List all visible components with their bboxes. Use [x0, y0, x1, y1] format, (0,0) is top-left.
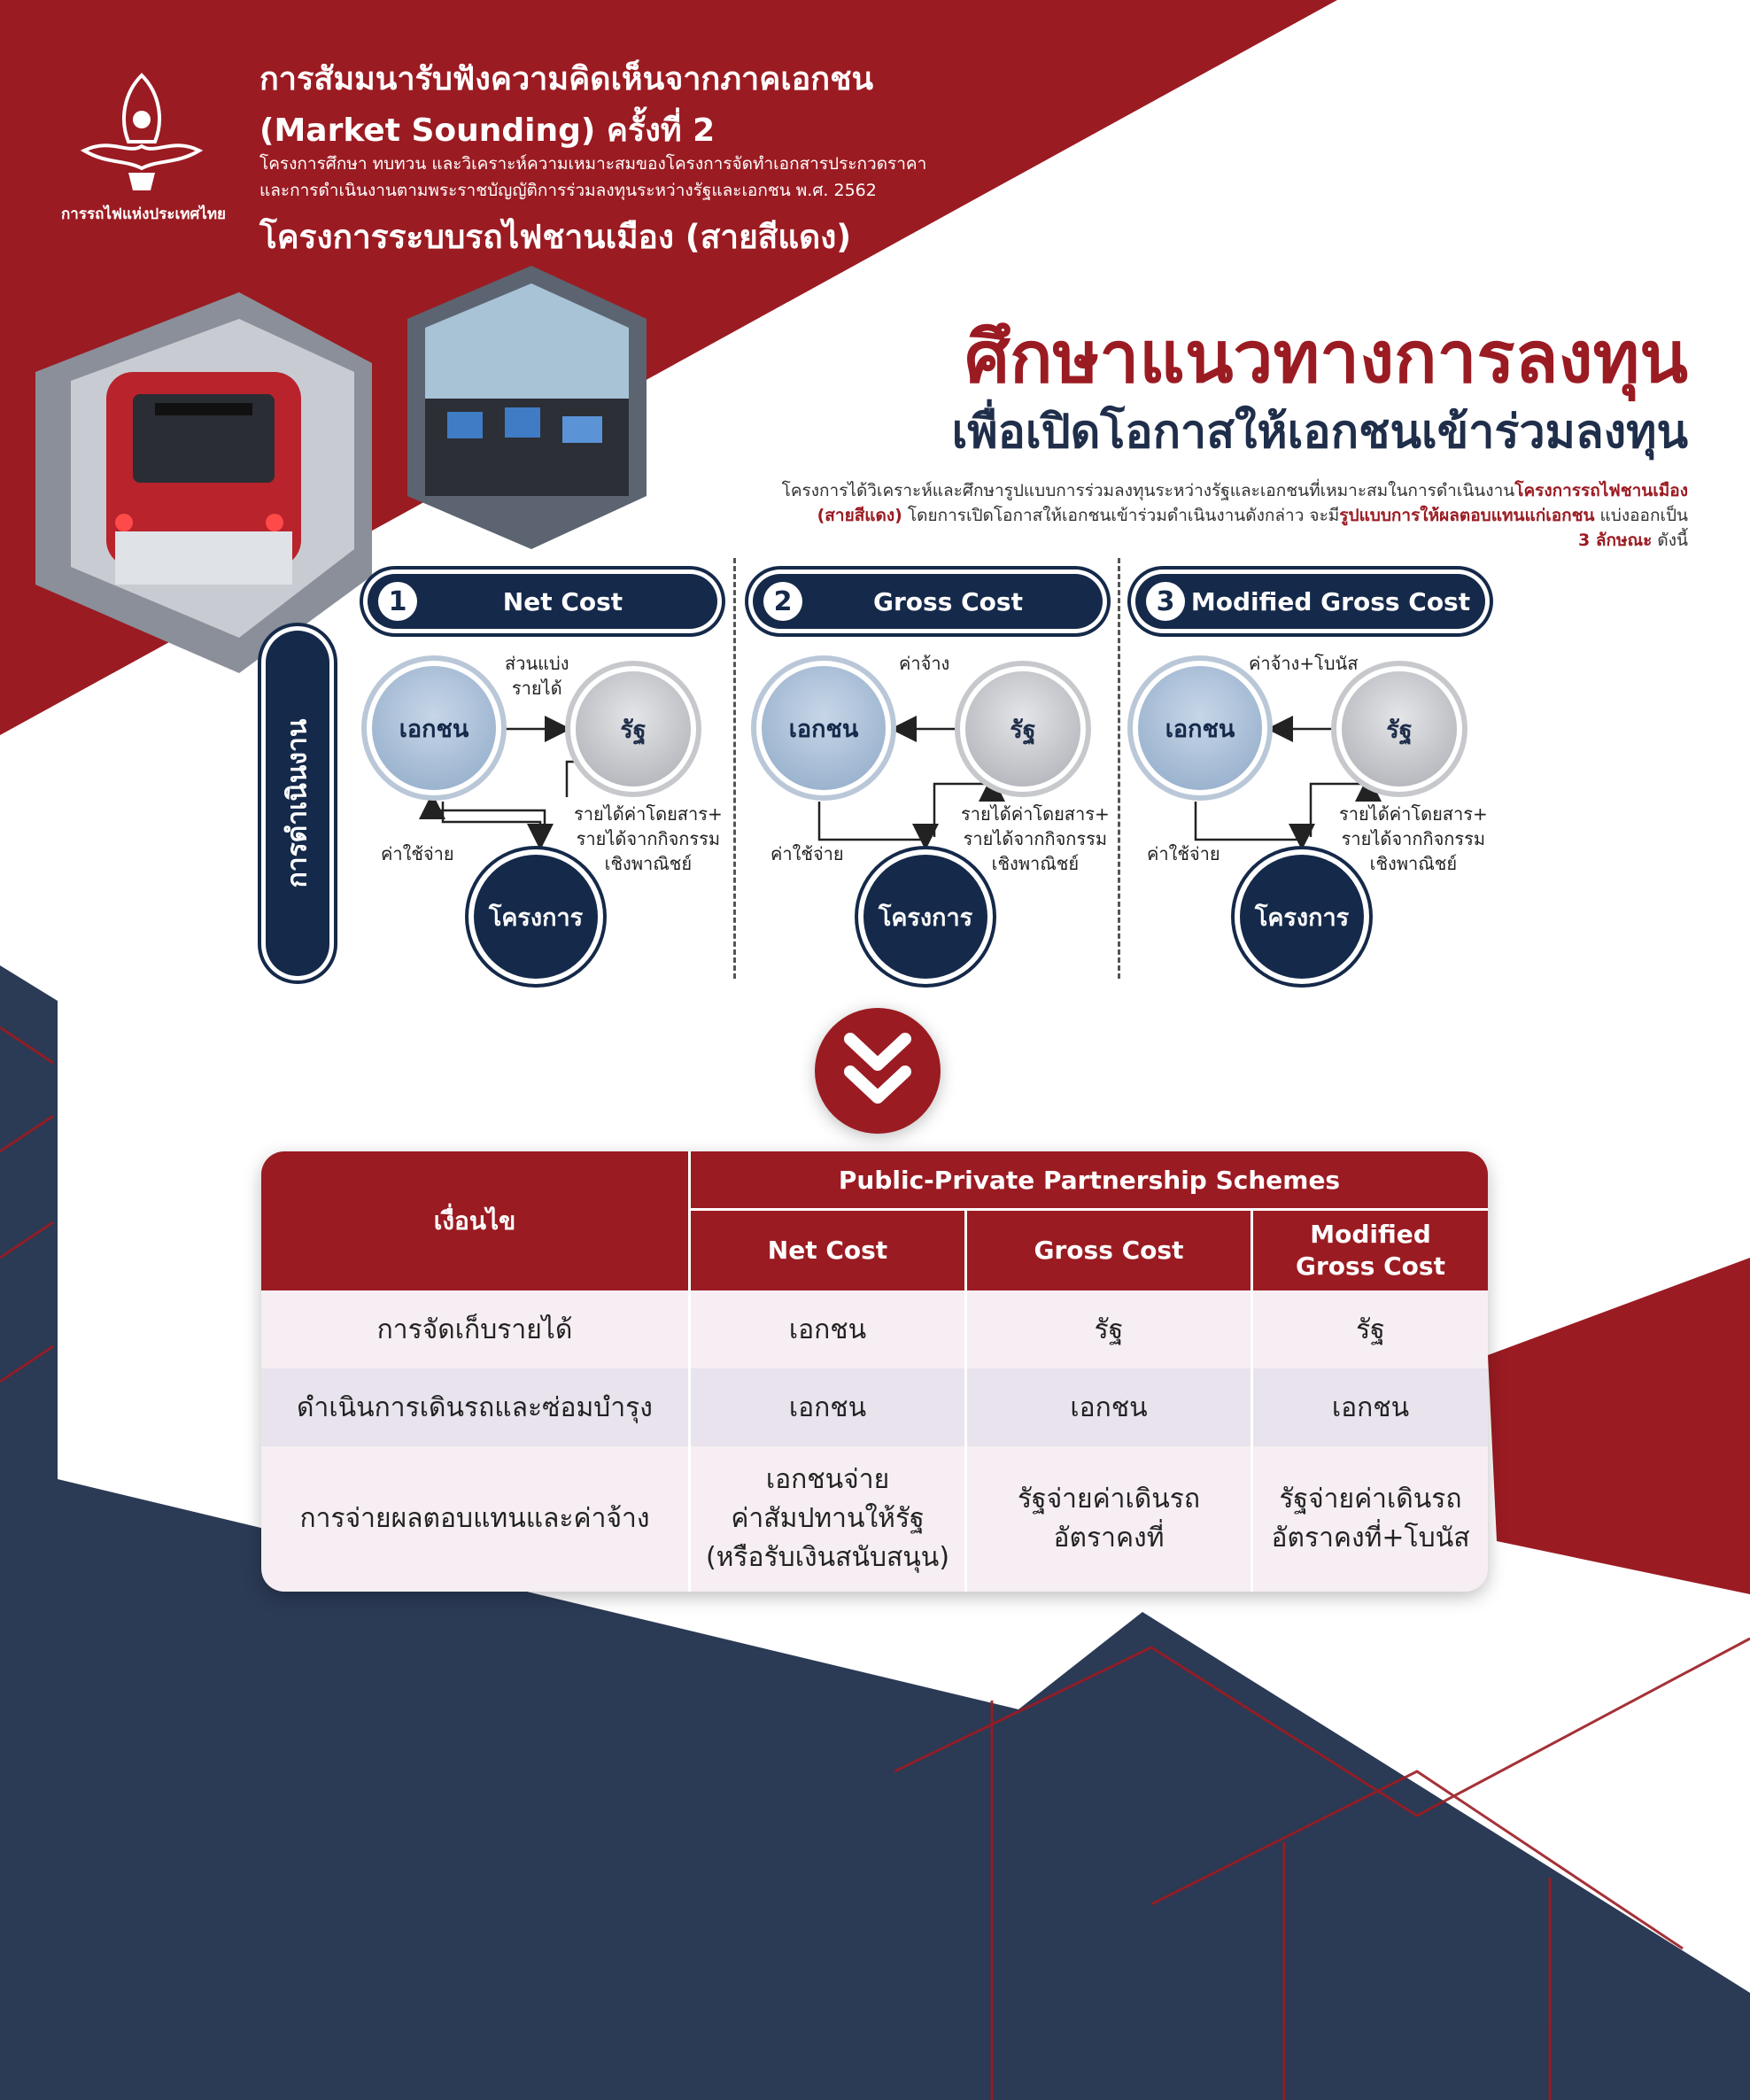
model-name: Gross Cost [873, 586, 1023, 616]
table-row [261, 1290, 1488, 1368]
private-sector-circle: เอกชน [372, 666, 496, 790]
ppp-group-header: Public-Private Partnership Schemes [690, 1151, 1489, 1210]
header-desc-line2: และการดำเนินงานตามพระราชบัญญัติการร่วมลงทุนระหว่างรัฐและเอกชน พ.ศ. 2562 [259, 181, 877, 200]
expense-label: ค่าใช้จ่าย [1147, 843, 1220, 864]
state-circle: รัฐ [1342, 671, 1457, 787]
gross-cost-cell: รัฐจ่ายค่าเดินรถ อัตราคงที่ [966, 1446, 1252, 1592]
expense-label: ค่าใช้จ่าย [770, 843, 844, 864]
ppp-comparison-table [261, 1151, 1488, 1592]
revenue-share-label: ส่วนแบ่ง รายได้ [505, 653, 569, 699]
intro-paragraph: โครงการได้วิเคราะห์และศึกษารูปแบบการร่วมลงทุนระหว่างรัฐและเอกชนที่เหมาะสมในการดำเนินงานโครงการรถไฟชานเมือง (สายสีแดง) โดยการเปิดโอกาสให้เอกชนเข้าร่วมดำเนินงานดังกล่าว จะมีรูปแบบการให้ผลตอบแทนแก่เอกชน แบ่งออกเป็น 3 ลักษณะ ดังนี้ [781, 481, 1688, 550]
revenue-label: รายได้ค่าโดยสาร+ รายได้จากกิจกรรม เชิงพาณิชย์ [1339, 803, 1488, 874]
condition-header: เงื่อนไข [261, 1151, 690, 1290]
logo-caption: การรถไฟแห่งประเทศไทย [60, 205, 227, 223]
model-name: Net Cost [502, 586, 623, 616]
project-circle: โครงการ [1240, 855, 1364, 979]
model-number: 1 [378, 582, 417, 621]
net-cost-cell: เอกชน [690, 1290, 966, 1368]
col-header-modified-gross-cost: Modified Gross Cost [1252, 1210, 1489, 1291]
project-circle: โครงการ [474, 855, 598, 979]
state-circle: รัฐ [576, 671, 691, 787]
state-circle: รัฐ [965, 671, 1080, 787]
model-pill-gross-cost [753, 574, 1103, 629]
separator-1 [733, 558, 736, 979]
private-sector-circle: เอกชน [762, 666, 886, 790]
col-header-net-cost: Net Cost [690, 1210, 966, 1291]
operation-side-text: การดำเนินงาน [282, 718, 314, 888]
model-pill-modified-gross-cost [1135, 574, 1485, 629]
revenue-label: รายได้ค่าโดยสาร+ รายได้จากกิจกรรม เชิงพาณิชย์ [574, 803, 723, 874]
separator-2 [1118, 558, 1120, 979]
condition-cell: การจัดเก็บรายได้ [261, 1290, 690, 1368]
model-number: 3 [1146, 582, 1185, 621]
modified-gross-cost-cell: เอกชน [1252, 1368, 1489, 1446]
header-title-line2: (Market Sounding) ครั้งที่ 2 [259, 112, 716, 149]
gross-cost-cell: รัฐ [966, 1290, 1252, 1368]
condition-cell: ดำเนินการเดินรถและซ่อมบำรุง [261, 1368, 690, 1446]
private-sector-circle: เอกชน [1138, 666, 1262, 790]
header-title-line1: การสัมมนารับฟังความคิดเห็นจากภาคเอกชน [259, 61, 874, 97]
gross-cost-cell: เอกชน [966, 1368, 1252, 1446]
model-name: Modified Gross Cost [1190, 586, 1471, 616]
header-desc-line1: โครงการศึกษา ทบทวน และวิเคราะห์ความเหมาะสมของโครงการจัดทำเอกสารประกวดราคา [259, 154, 927, 174]
model-pill-net-cost [368, 574, 717, 629]
fee-bonus-label: ค่าจ้าง+โบนัส [1249, 653, 1359, 674]
sub-title: เพื่อเปิดโอกาสให้เอกชนเข้าร่วมลงทุน [951, 406, 1688, 459]
net-cost-cell: เอกชนจ่าย ค่าสัมปทานให้รัฐ (หรือรับเงินสนับสนุน) [690, 1446, 966, 1592]
expense-label: ค่าใช้จ่าย [381, 843, 454, 864]
modified-gross-cost-cell: รัฐ [1252, 1290, 1489, 1368]
table-row [261, 1368, 1488, 1446]
model-number: 2 [763, 582, 802, 621]
modified-gross-cost-cell: รัฐจ่ายค่าเดินรถ อัตราคงที่+โบนัส [1252, 1446, 1489, 1592]
table-row [261, 1446, 1488, 1592]
fee-label: ค่าจ้าง [899, 653, 950, 674]
project-title: โครงการระบบรถไฟชานเมือง (สายสีแดง) [259, 218, 852, 256]
main-title: ศึกษาแนวทางการลงทุน [964, 316, 1688, 399]
railway-logo [75, 71, 208, 195]
operation-side-label [266, 631, 329, 976]
revenue-label: รายได้ค่าโดยสาร+ รายได้จากกิจกรรม เชิงพาณิชย์ [961, 803, 1110, 874]
net-cost-cell: เอกชน [690, 1368, 966, 1446]
condition-cell: การจ่ายผลตอบแทนและค่าจ้าง [261, 1446, 690, 1592]
chevron-down-icon [815, 1008, 941, 1134]
project-circle: โครงการ [863, 855, 987, 979]
col-header-gross-cost: Gross Cost [966, 1210, 1252, 1291]
